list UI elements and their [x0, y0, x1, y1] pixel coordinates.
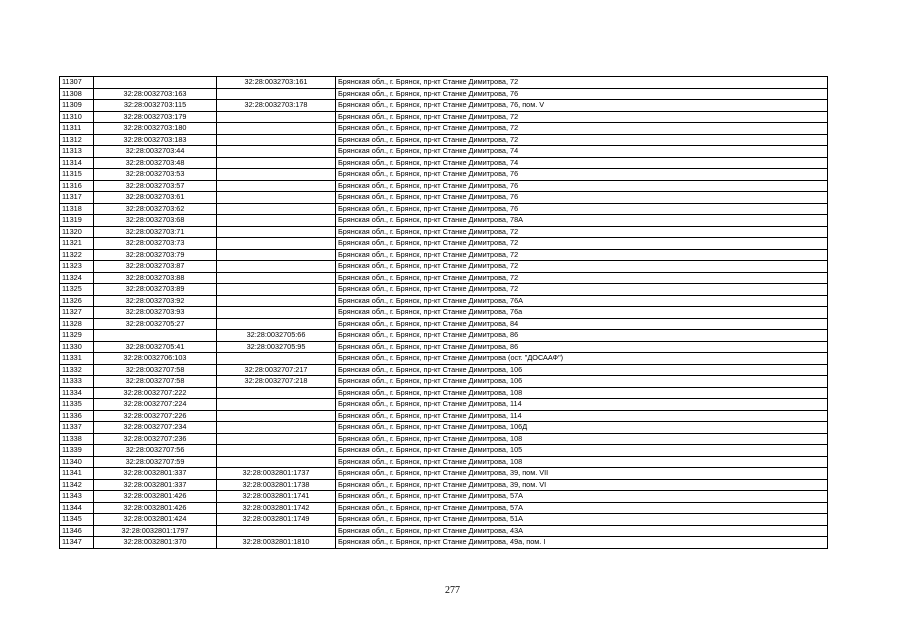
row-number-cell: 11338 [60, 433, 94, 445]
cadastral-number-cell: 32:28:0032705:41 [94, 341, 217, 353]
address-cell: Брянская обл., г. Брянск, пр-кт Станке Димитрова, 72 [336, 77, 828, 89]
row-number-cell: 11331 [60, 353, 94, 365]
object-cadastral-number-cell: 32:28:0032801:1749 [217, 514, 336, 526]
address-cell: Брянская обл., г. Брянск, пр-кт Станке Димитрова, 105 [336, 445, 828, 457]
table-row [60, 410, 828, 422]
cadastral-number-cell: 32:28:0032707:56 [94, 445, 217, 457]
cadastral-number-cell: 32:28:0032703:53 [94, 169, 217, 181]
address-cell: Брянская обл., г. Брянск, пр-кт Станке Димитрова, 72 [336, 272, 828, 284]
row-number-cell: 11344 [60, 502, 94, 514]
row-number-cell: 11330 [60, 341, 94, 353]
table-row [60, 318, 828, 330]
object-cadastral-number-cell: 32:28:0032705:66 [217, 330, 336, 342]
table-row [60, 238, 828, 250]
register-table [59, 76, 828, 549]
object-cadastral-number-cell [217, 445, 336, 457]
table-row [60, 399, 828, 411]
address-cell: Брянская обл., г. Брянск, пр-кт Станке Димитрова, 49а, пом. I [336, 537, 828, 549]
object-cadastral-number-cell [217, 203, 336, 215]
table-row [60, 272, 828, 284]
cadastral-number-cell: 32:28:0032703:68 [94, 215, 217, 227]
cadastral-number-cell: 32:28:0032707:234 [94, 422, 217, 434]
object-cadastral-number-cell: 32:28:0032705:95 [217, 341, 336, 353]
address-cell: Брянская обл., г. Брянск, пр-кт Станке Димитрова, 43А [336, 525, 828, 537]
table-row [60, 123, 828, 135]
cadastral-number-cell: 32:28:0032703:89 [94, 284, 217, 296]
object-cadastral-number-cell [217, 180, 336, 192]
cadastral-number-cell: 32:28:0032801:337 [94, 468, 217, 480]
cadastral-number-cell: 32:28:0032707:236 [94, 433, 217, 445]
table-row [60, 180, 828, 192]
table-row [60, 134, 828, 146]
object-cadastral-number-cell [217, 410, 336, 422]
row-number-cell: 11308 [60, 88, 94, 100]
row-number-cell: 11313 [60, 146, 94, 158]
cadastral-number-cell: 32:28:0032703:92 [94, 295, 217, 307]
table-row [60, 468, 828, 480]
row-number-cell: 11314 [60, 157, 94, 169]
row-number-cell: 11327 [60, 307, 94, 319]
object-cadastral-number-cell [217, 249, 336, 261]
row-number-cell: 11315 [60, 169, 94, 181]
cadastral-number-cell: 32:28:0032706:103 [94, 353, 217, 365]
object-cadastral-number-cell [217, 192, 336, 204]
address-cell: Брянская обл., г. Брянск, пр-кт Станке Димитрова, 76, пом. V [336, 100, 828, 112]
address-cell: Брянская обл., г. Брянск, пр-кт Станке Димитрова, 76 [336, 180, 828, 192]
object-cadastral-number-cell [217, 123, 336, 135]
cadastral-number-cell: 32:28:0032801:424 [94, 514, 217, 526]
row-number-cell: 11328 [60, 318, 94, 330]
table-row [60, 330, 828, 342]
table-row [60, 249, 828, 261]
address-cell: Брянская обл., г. Брянск, пр-кт Станке Димитрова, 106 [336, 376, 828, 388]
table-row [60, 261, 828, 273]
object-cadastral-number-cell: 32:28:0032703:178 [217, 100, 336, 112]
row-number-cell: 11311 [60, 123, 94, 135]
row-number-cell: 11345 [60, 514, 94, 526]
table-row [60, 502, 828, 514]
object-cadastral-number-cell [217, 307, 336, 319]
row-number-cell: 11319 [60, 215, 94, 227]
address-cell: Брянская обл., г. Брянск, пр-кт Станке Димитрова, 76 [336, 203, 828, 215]
object-cadastral-number-cell [217, 433, 336, 445]
cadastral-number-cell: 32:28:0032703:61 [94, 192, 217, 204]
cadastral-number-cell: 32:28:0032801:370 [94, 537, 217, 549]
address-cell: Брянская обл., г. Брянск, пр-кт Станке Димитрова, 106 [336, 364, 828, 376]
address-cell: Брянская обл., г. Брянск, пр-кт Станке Димитрова, 39, пом. VII [336, 468, 828, 480]
cadastral-number-cell: 32:28:0032801:426 [94, 491, 217, 503]
address-cell: Брянская обл., г. Брянск, пр-кт Станке Димитрова, 76 [336, 169, 828, 181]
row-number-cell: 11337 [60, 422, 94, 434]
row-number-cell: 11329 [60, 330, 94, 342]
row-number-cell: 11339 [60, 445, 94, 457]
address-cell: Брянская обл., г. Брянск, пр-кт Станке Димитрова, 114 [336, 399, 828, 411]
object-cadastral-number-cell [217, 525, 336, 537]
object-cadastral-number-cell [217, 261, 336, 273]
row-number-cell: 11320 [60, 226, 94, 238]
cadastral-number-cell: 32:28:0032703:88 [94, 272, 217, 284]
cadastral-number-cell: 32:28:0032801:337 [94, 479, 217, 491]
table-row [60, 525, 828, 537]
address-cell: Брянская обл., г. Брянск, пр-кт Станке Димитрова, 51А [336, 514, 828, 526]
cadastral-number-cell: 32:28:0032705:27 [94, 318, 217, 330]
object-cadastral-number-cell [217, 226, 336, 238]
table-row [60, 77, 828, 89]
object-cadastral-number-cell [217, 422, 336, 434]
table-row [60, 203, 828, 215]
row-number-cell: 11335 [60, 399, 94, 411]
cadastral-number-cell: 32:28:0032703:183 [94, 134, 217, 146]
cadastral-number-cell: 32:28:0032707:58 [94, 364, 217, 376]
row-number-cell: 11322 [60, 249, 94, 261]
address-cell: Брянская обл., г. Брянск, пр-кт Станке Димитрова, 74 [336, 146, 828, 158]
address-cell: Брянская обл., г. Брянск, пр-кт Станке Димитрова, 57А [336, 502, 828, 514]
table-row [60, 157, 828, 169]
register-table-body [60, 77, 828, 549]
cadastral-number-cell: 32:28:0032801:1797 [94, 525, 217, 537]
page-number: 277 [445, 585, 460, 596]
row-number-cell: 11307 [60, 77, 94, 89]
address-cell: Брянская обл., г. Брянск, пр-кт Станке Димитрова, 86 [336, 330, 828, 342]
cadastral-number-cell: 32:28:0032707:222 [94, 387, 217, 399]
table-row [60, 307, 828, 319]
row-number-cell: 11340 [60, 456, 94, 468]
row-number-cell: 11333 [60, 376, 94, 388]
table-row [60, 387, 828, 399]
object-cadastral-number-cell: 32:28:0032801:1741 [217, 491, 336, 503]
cadastral-number-cell: 32:28:0032703:48 [94, 157, 217, 169]
address-cell: Брянская обл., г. Брянск, пр-кт Станке Димитрова, 108 [336, 433, 828, 445]
object-cadastral-number-cell [217, 111, 336, 123]
cadastral-number-cell: 32:28:0032703:79 [94, 249, 217, 261]
object-cadastral-number-cell [217, 146, 336, 158]
cadastral-number-cell: 32:28:0032801:426 [94, 502, 217, 514]
object-cadastral-number-cell [217, 88, 336, 100]
cadastral-number-cell: 32:28:0032703:163 [94, 88, 217, 100]
object-cadastral-number-cell [217, 399, 336, 411]
table-row [60, 445, 828, 457]
row-number-cell: 11310 [60, 111, 94, 123]
object-cadastral-number-cell [217, 238, 336, 250]
object-cadastral-number-cell [217, 272, 336, 284]
table-row [60, 376, 828, 388]
cadastral-number-cell: 32:28:0032703:179 [94, 111, 217, 123]
object-cadastral-number-cell [217, 295, 336, 307]
cadastral-number-cell: 32:28:0032703:93 [94, 307, 217, 319]
address-cell: Брянская обл., г. Брянск, пр-кт Станке Димитрова, 72 [336, 261, 828, 273]
table-row [60, 537, 828, 549]
row-number-cell: 11323 [60, 261, 94, 273]
cadastral-number-cell: 32:28:0032703:71 [94, 226, 217, 238]
table-row [60, 100, 828, 112]
row-number-cell: 11316 [60, 180, 94, 192]
row-number-cell: 11321 [60, 238, 94, 250]
cadastral-number-cell: 32:28:0032703:87 [94, 261, 217, 273]
table-row [60, 169, 828, 181]
address-cell: Брянская обл., г. Брянск, пр-кт Станке Димитрова, 76 [336, 192, 828, 204]
address-cell: Брянская обл., г. Брянск, пр-кт Станке Димитрова, 72 [336, 238, 828, 250]
row-number-cell: 11342 [60, 479, 94, 491]
address-cell: Брянская обл., г. Брянск, пр-кт Станке Димитрова, 76а [336, 307, 828, 319]
address-cell: Брянская обл., г. Брянск, пр-кт Станке Димитрова, 108 [336, 456, 828, 468]
row-number-cell: 11317 [60, 192, 94, 204]
cadastral-number-cell: 32:28:0032703:115 [94, 100, 217, 112]
object-cadastral-number-cell: 32:28:0032801:1738 [217, 479, 336, 491]
cadastral-number-cell: 32:28:0032703:62 [94, 203, 217, 215]
address-cell: Брянская обл., г. Брянск, пр-кт Станке Димитрова, 72 [336, 284, 828, 296]
table-row [60, 215, 828, 227]
object-cadastral-number-cell [217, 169, 336, 181]
address-cell: Брянская обл., г. Брянск, пр-кт Станке Димитрова, 72 [336, 123, 828, 135]
object-cadastral-number-cell: 32:28:0032801:1742 [217, 502, 336, 514]
row-number-cell: 11334 [60, 387, 94, 399]
object-cadastral-number-cell [217, 157, 336, 169]
table-row [60, 491, 828, 503]
address-cell: Брянская обл., г. Брянск, пр-кт Станке Димитрова, 76 [336, 88, 828, 100]
cadastral-number-cell: 32:28:0032707:224 [94, 399, 217, 411]
row-number-cell: 11326 [60, 295, 94, 307]
row-number-cell: 11343 [60, 491, 94, 503]
cadastral-number-cell: 32:28:0032707:59 [94, 456, 217, 468]
address-cell: Брянская обл., г. Брянск, пр-кт Станке Димитрова, 57А [336, 491, 828, 503]
row-number-cell: 11318 [60, 203, 94, 215]
table-row [60, 284, 828, 296]
address-cell: Брянская обл., г. Брянск, пр-кт Станке Димитрова, 106Д [336, 422, 828, 434]
cadastral-number-cell: 32:28:0032703:73 [94, 238, 217, 250]
object-cadastral-number-cell: 32:28:0032703:161 [217, 77, 336, 89]
object-cadastral-number-cell: 32:28:0032801:1737 [217, 468, 336, 480]
object-cadastral-number-cell [217, 387, 336, 399]
object-cadastral-number-cell [217, 215, 336, 227]
cadastral-number-cell [94, 330, 217, 342]
address-cell: Брянская обл., г. Брянск, пр-кт Станке Димитрова, 86 [336, 341, 828, 353]
table-row [60, 456, 828, 468]
cadastral-number-cell: 32:28:0032703:44 [94, 146, 217, 158]
row-number-cell: 11347 [60, 537, 94, 549]
object-cadastral-number-cell [217, 284, 336, 296]
table-row [60, 295, 828, 307]
object-cadastral-number-cell [217, 318, 336, 330]
object-cadastral-number-cell: 32:28:0032707:218 [217, 376, 336, 388]
table-row [60, 353, 828, 365]
table-row [60, 422, 828, 434]
address-cell: Брянская обл., г. Брянск, пр-кт Станке Димитрова, 72 [336, 226, 828, 238]
table-row [60, 364, 828, 376]
table-row [60, 514, 828, 526]
address-cell: Брянская обл., г. Брянск, пр-кт Станке Димитрова, 108 [336, 387, 828, 399]
row-number-cell: 11336 [60, 410, 94, 422]
address-cell: Брянская обл., г. Брянск, пр-кт Станке Димитрова (ост. "ДОСААФ") [336, 353, 828, 365]
table-row [60, 341, 828, 353]
address-cell: Брянская обл., г. Брянск, пр-кт Станке Димитрова, 72 [336, 134, 828, 146]
object-cadastral-number-cell: 32:28:0032707:217 [217, 364, 336, 376]
table-row [60, 146, 828, 158]
row-number-cell: 11324 [60, 272, 94, 284]
table-row [60, 479, 828, 491]
cadastral-number-cell: 32:28:0032707:226 [94, 410, 217, 422]
cadastral-number-cell [94, 77, 217, 89]
cadastral-number-cell: 32:28:0032707:58 [94, 376, 217, 388]
table-row [60, 433, 828, 445]
address-cell: Брянская обл., г. Брянск, пр-кт Станке Димитрова, 114 [336, 410, 828, 422]
address-cell: Брянская обл., г. Брянск, пр-кт Станке Димитрова, 72 [336, 111, 828, 123]
address-cell: Брянская обл., г. Брянск, пр-кт Станке Димитрова, 76А [336, 295, 828, 307]
object-cadastral-number-cell [217, 134, 336, 146]
row-number-cell: 11341 [60, 468, 94, 480]
address-cell: Брянская обл., г. Брянск, пр-кт Станке Димитрова, 74 [336, 157, 828, 169]
row-number-cell: 11312 [60, 134, 94, 146]
object-cadastral-number-cell: 32:28:0032801:1810 [217, 537, 336, 549]
row-number-cell: 11332 [60, 364, 94, 376]
table-row [60, 226, 828, 238]
row-number-cell: 11346 [60, 525, 94, 537]
table-row [60, 88, 828, 100]
row-number-cell: 11309 [60, 100, 94, 112]
address-cell: Брянская обл., г. Брянск, пр-кт Станке Димитрова, 39, пом. VI [336, 479, 828, 491]
object-cadastral-number-cell [217, 353, 336, 365]
cadastral-number-cell: 32:28:0032703:180 [94, 123, 217, 135]
address-cell: Брянская обл., г. Брянск, пр-кт Станке Димитрова, 72 [336, 249, 828, 261]
table-row [60, 192, 828, 204]
address-cell: Брянская обл., г. Брянск, пр-кт Станке Димитрова, 78А [336, 215, 828, 227]
cadastral-number-cell: 32:28:0032703:57 [94, 180, 217, 192]
row-number-cell: 11325 [60, 284, 94, 296]
object-cadastral-number-cell [217, 456, 336, 468]
address-cell: Брянская обл., г. Брянск, пр-кт Станке Димитрова, 84 [336, 318, 828, 330]
table-row [60, 111, 828, 123]
